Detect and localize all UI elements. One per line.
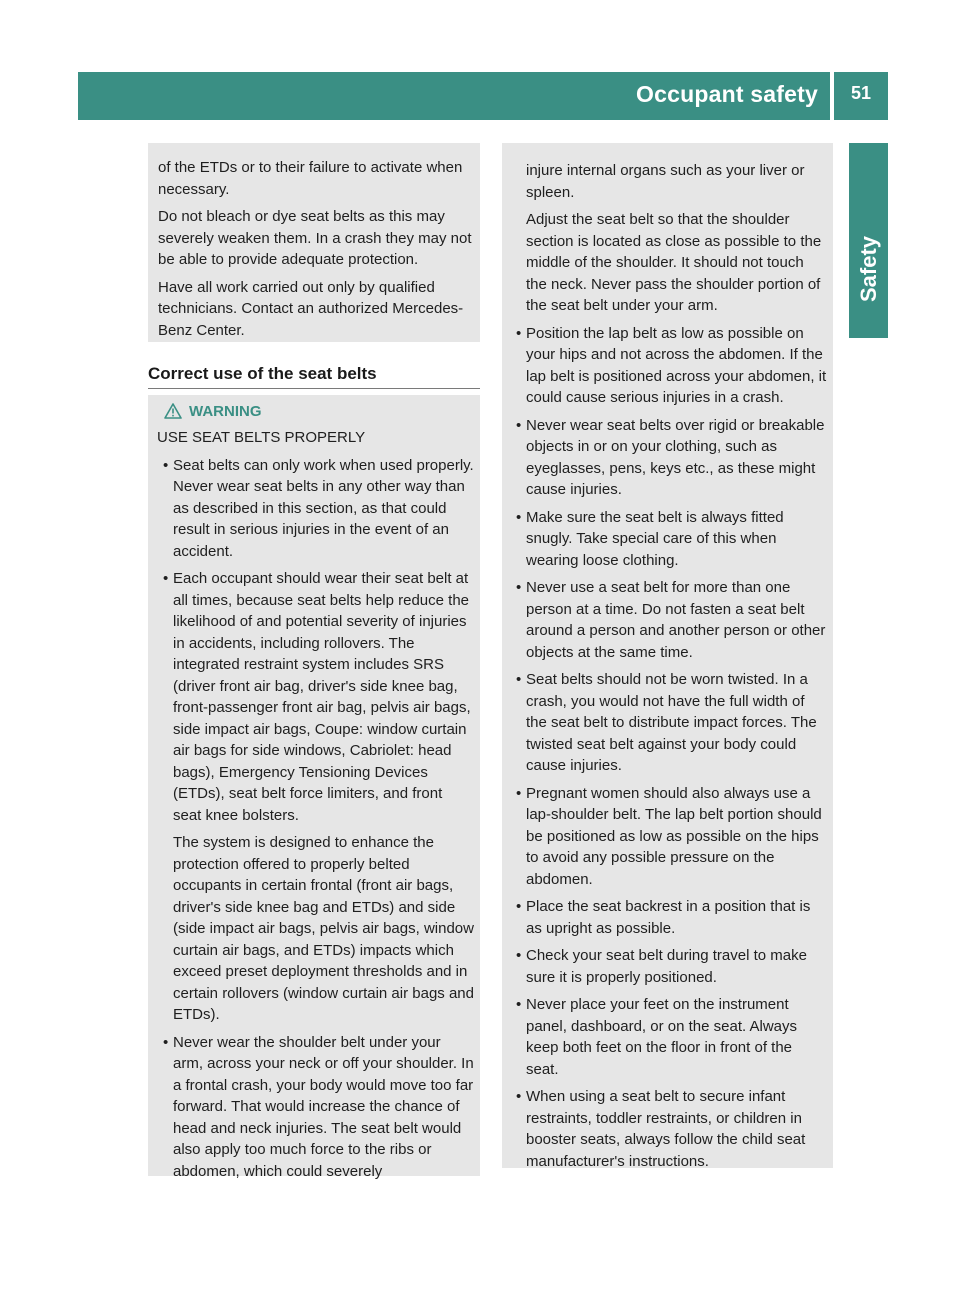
- warning-box: [148, 395, 480, 1180]
- list-item: • Make sure the seat belt is always fitted snugly. Take special care of this when wearing loose clothing.: [510, 507, 827, 572]
- list-item: [157, 1032, 474, 1183]
- warning-triangle-icon: [164, 403, 182, 419]
- side-tab-marker: [849, 143, 888, 197]
- list-item-text: • Never wear the shoulder belt under your arm, across your neck or off your shoulder. In a frontal crash, your body would move too far forward. That would increase the chance of head and neck injuries. The seat belt would also apply too much force to the ribs or abdomen, which could severely: [173, 1033, 474, 1180]
- list-item: • Pregnant women should also always use a lap-shoulder belt. The lap belt portion should be positioned as low as possible on the hips to avoid any possible pressure on the abdomen.: [510, 783, 827, 891]
- page-header-bar: [78, 72, 830, 120]
- list-item: [157, 455, 474, 563]
- section-title: Correct use of the seat belts: [148, 364, 377, 383]
- warning-continuation-box: [148, 143, 480, 342]
- paragraph: Do not bleach or dye seat belts as this may severely weaken them. In a crash they may not be able to provide adequate protection.: [158, 208, 472, 268]
- list-item: • When using a seat belt to secure infant restraints, toddler restraints, or children in booster seats, always follow the child seat manufacturer's instructions.: [510, 1086, 827, 1172]
- paragraph: of the ETDs or to their failure to activate when necessary.: [158, 159, 463, 198]
- list-item-text: • Each occupant should wear their seat belt at all times, because seat belts help reduce the likelihood of and potential severity of injuries in accidents, including rollovers. The integrated restraint system includes SRS (driver front air bag, driver's side knee bag, front-passenger front air bag, pelvis air bags, side impact air bags, Coupe: window curtain air bags for side windows, Cabriolet: head bags), Emergency Tensioning Devices (ETDs), seat belt force limiters, and front seat knee bolsters.: [173, 570, 471, 824]
- page-number-box: [834, 72, 888, 120]
- paragraph: injure internal organs such as your liver or spleen.: [526, 162, 805, 201]
- list-item: • Never use a seat belt for more than one person at a time. Do not fasten a seat belt around a person and another person or other objects at the same time.: [510, 577, 827, 663]
- warning-header: [164, 401, 474, 421]
- list-item: • Seat belts should not be worn twisted. In a crash, you would not have the full width of the seat belt to distribute impact forces. The twisted seat belt against your body could cause injuries.: [510, 669, 827, 777]
- section-divider: [148, 388, 480, 389]
- list-item: • Never place your feet on the instrument panel, dashboard, or on the seat. Always keep both feet on the floor in front of the seat.: [510, 994, 827, 1080]
- page-header-title: Occupant safety: [636, 81, 818, 107]
- warning-label: WARNING: [189, 402, 262, 420]
- list-item: [157, 568, 474, 1026]
- list-item-text: • Seat belts can only work when used properly. Never wear seat belts in any other way than as described in this section, as that could result in serious injuries in the event of an accident.: [173, 456, 474, 560]
- warning-continuation-box-right: [502, 143, 833, 1168]
- side-tab-label: Safety: [855, 235, 881, 303]
- paragraph: Adjust the seat belt so that the shoulder section is located as close as possible to the middle of the shoulder. It should not touch the neck. Never pass the shoulder portion of the seat belt under your arm.: [526, 211, 822, 314]
- side-tab: [849, 143, 888, 338]
- page-number: 51: [850, 83, 872, 103]
- list-item: • Position the lap belt as low as possible on your hips and not across the abdomen. If the lap belt is positioned across your abdomen, it could cause serious injuries in a crash.: [510, 323, 827, 409]
- list-item: • Place the seat backrest in a position that is as upright as possible.: [510, 896, 827, 939]
- list-item: • Never wear seat belts over rigid or breakable objects in or on your clothing, such as eyeglasses, pens, keys etc., as these might cause injuries.: [510, 415, 827, 501]
- paragraph: Have all work carried out only by qualified technicians. Contact an authorized Mercedes-Benz Center.: [158, 278, 464, 339]
- warning-heading: USE SEAT BELTS PROPERLY: [157, 429, 366, 446]
- list-item-subparagraph: The system is designed to enhance the protection offered to properly belted occupants in certain frontal (front air bags, driver's side knee bag and ETDs) and side (side impact air bags, pelvis air bags, window curtain air bags, and ETDs) impacts which exceed preset deployment thresholds and in certain rollovers (window curtain air bags and ETDs).: [173, 834, 474, 1023]
- list-item: • Check your seat belt during travel to make sure it is properly positioned.: [510, 945, 827, 988]
